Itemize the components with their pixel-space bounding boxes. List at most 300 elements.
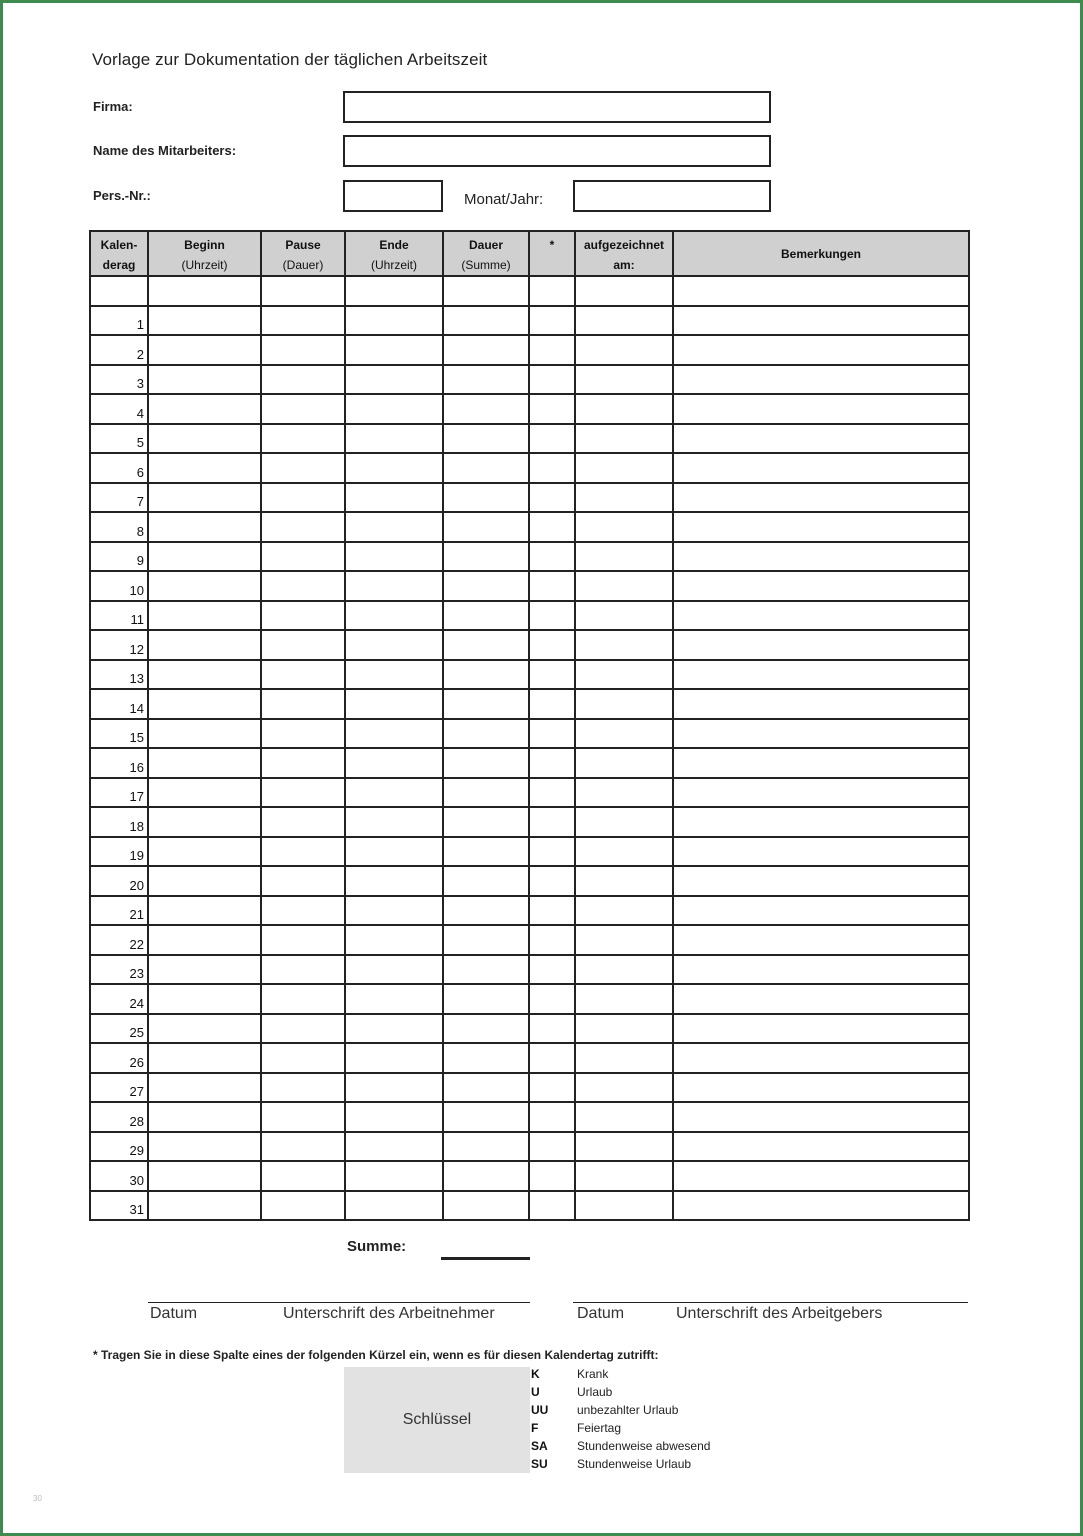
legend-item [531, 1439, 710, 1457]
beginn-cell[interactable] [148, 807, 261, 837]
beginn-cell[interactable] [148, 1102, 261, 1132]
pause-cell[interactable] [261, 512, 345, 542]
kuerzel-cell[interactable] [529, 1161, 575, 1191]
aufgezeichnet-cell[interactable] [575, 276, 673, 306]
col-header-pause: Pause (Dauer) [261, 231, 345, 276]
ende-cell[interactable] [345, 1161, 443, 1191]
aufgezeichnet-cell[interactable] [575, 925, 673, 955]
day-cell: 31 [90, 1191, 148, 1221]
bemerkungen-cell[interactable] [673, 306, 969, 336]
kuerzel-cell[interactable] [529, 306, 575, 336]
day-cell: 7 [90, 483, 148, 513]
dauer-cell[interactable] [443, 837, 529, 867]
aufgezeichnet-cell[interactable] [575, 748, 673, 778]
beginn-cell[interactable] [148, 365, 261, 395]
ende-cell[interactable] [345, 512, 443, 542]
kuerzel-cell[interactable] [529, 1191, 575, 1221]
ende-cell[interactable] [345, 571, 443, 601]
legend-desc: Feiertag [577, 1421, 622, 1435]
day-cell: 29 [90, 1132, 148, 1162]
kuerzel-cell[interactable] [529, 1132, 575, 1162]
ende-cell[interactable] [345, 807, 443, 837]
kuerzel-cell[interactable] [529, 601, 575, 631]
ende-cell[interactable] [345, 748, 443, 778]
kuerzel-cell[interactable] [529, 807, 575, 837]
pause-cell[interactable] [261, 571, 345, 601]
aufgezeichnet-cell[interactable] [575, 984, 673, 1014]
dauer-cell[interactable] [443, 689, 529, 719]
kuerzel-cell[interactable] [529, 276, 575, 306]
ende-cell[interactable] [345, 984, 443, 1014]
aufgezeichnet-cell[interactable] [575, 483, 673, 513]
kuerzel-cell[interactable] [529, 719, 575, 749]
dauer-cell[interactable] [443, 394, 529, 424]
ende-cell[interactable] [345, 394, 443, 424]
ende-cell[interactable] [345, 630, 443, 660]
legend-code: SU [531, 1457, 548, 1471]
beginn-cell[interactable] [148, 335, 261, 365]
dauer-cell[interactable] [443, 1191, 529, 1221]
table-row [90, 925, 969, 955]
kuerzel-cell[interactable] [529, 896, 575, 926]
bemerkungen-cell[interactable] [673, 807, 969, 837]
bemerkungen-cell[interactable] [673, 630, 969, 660]
firma-field[interactable] [343, 91, 771, 123]
kuerzel-cell[interactable] [529, 1014, 575, 1044]
dauer-cell[interactable] [443, 955, 529, 985]
dauer-cell[interactable] [443, 1102, 529, 1132]
dauer-cell[interactable] [443, 630, 529, 660]
dauer-cell[interactable] [443, 778, 529, 808]
pause-cell[interactable] [261, 1132, 345, 1162]
ende-cell[interactable] [345, 483, 443, 513]
dauer-cell[interactable] [443, 1043, 529, 1073]
time-table [89, 230, 970, 1221]
ende-cell[interactable] [345, 1073, 443, 1103]
pause-cell[interactable] [261, 335, 345, 365]
kuerzel-cell[interactable] [529, 542, 575, 572]
bemerkungen-cell[interactable] [673, 719, 969, 749]
beginn-cell[interactable] [148, 1161, 261, 1191]
bemerkungen-cell[interactable] [673, 837, 969, 867]
table-row [90, 837, 969, 867]
day-cell: 27 [90, 1073, 148, 1103]
aufgezeichnet-cell[interactable] [575, 630, 673, 660]
table-row [90, 335, 969, 365]
day-cell: 23 [90, 955, 148, 985]
beginn-cell[interactable] [148, 276, 261, 306]
dauer-cell[interactable] [443, 660, 529, 690]
ende-cell[interactable] [345, 896, 443, 926]
dauer-cell[interactable] [443, 1161, 529, 1191]
aufgezeichnet-cell[interactable] [575, 896, 673, 926]
monat-jahr-field[interactable] [573, 180, 771, 212]
col-header-aufgezeichnet: aufgezeichnet am: [575, 231, 673, 276]
ende-cell[interactable] [345, 306, 443, 336]
kuerzel-cell[interactable] [529, 955, 575, 985]
ende-cell[interactable] [345, 1102, 443, 1132]
table-row [90, 276, 969, 306]
aufgezeichnet-cell[interactable] [575, 1161, 673, 1191]
day-cell: 6 [90, 453, 148, 483]
beginn-cell[interactable] [148, 955, 261, 985]
beginn-cell[interactable] [148, 778, 261, 808]
beginn-cell[interactable] [148, 660, 261, 690]
dauer-cell[interactable] [443, 1014, 529, 1044]
legend-desc: Stundenweise abwesend [577, 1439, 711, 1453]
dauer-cell[interactable] [443, 453, 529, 483]
legend [531, 1367, 710, 1475]
aufgezeichnet-cell[interactable] [575, 601, 673, 631]
ende-cell[interactable] [345, 365, 443, 395]
table-row [90, 689, 969, 719]
bemerkungen-cell[interactable] [673, 424, 969, 454]
pause-cell[interactable] [261, 689, 345, 719]
day-cell [90, 276, 148, 306]
beginn-cell[interactable] [148, 925, 261, 955]
table-row [90, 306, 969, 336]
pause-cell[interactable] [261, 1161, 345, 1191]
table-row [90, 1161, 969, 1191]
aufgezeichnet-cell[interactable] [575, 1102, 673, 1132]
dauer-cell[interactable] [443, 424, 529, 454]
legend-desc: Krank [577, 1367, 609, 1381]
pause-cell[interactable] [261, 748, 345, 778]
aufgezeichnet-cell[interactable] [575, 689, 673, 719]
ende-cell[interactable] [345, 542, 443, 572]
day-cell: 20 [90, 866, 148, 896]
aufgezeichnet-cell[interactable] [575, 394, 673, 424]
day-cell: 11 [90, 601, 148, 631]
bemerkungen-cell[interactable] [673, 660, 969, 690]
pause-cell[interactable] [261, 660, 345, 690]
dauer-cell[interactable] [443, 276, 529, 306]
beginn-cell[interactable] [148, 1043, 261, 1073]
beginn-cell[interactable] [148, 630, 261, 660]
aufgezeichnet-cell[interactable] [575, 512, 673, 542]
dauer-cell[interactable] [443, 601, 529, 631]
bemerkungen-cell[interactable] [673, 453, 969, 483]
dauer-cell[interactable] [443, 306, 529, 336]
aufgezeichnet-cell[interactable] [575, 1191, 673, 1221]
bemerkungen-cell[interactable] [673, 689, 969, 719]
pause-cell[interactable] [261, 955, 345, 985]
beginn-cell[interactable] [148, 571, 261, 601]
day-cell: 2 [90, 335, 148, 365]
pause-cell[interactable] [261, 896, 345, 926]
pers-nr-field[interactable] [343, 180, 443, 212]
pause-cell[interactable] [261, 1043, 345, 1073]
day-cell: 9 [90, 542, 148, 572]
pause-cell[interactable] [261, 394, 345, 424]
summe-line[interactable] [441, 1257, 530, 1260]
day-cell: 12 [90, 630, 148, 660]
bemerkungen-cell[interactable] [673, 896, 969, 926]
bemerkungen-cell[interactable] [673, 276, 969, 306]
day-cell: 28 [90, 1102, 148, 1132]
beginn-cell[interactable] [148, 1073, 261, 1103]
kuerzel-cell[interactable] [529, 660, 575, 690]
table-row [90, 483, 969, 513]
table-row [90, 1073, 969, 1103]
summe-label: Summe: [347, 1238, 407, 1255]
dauer-cell[interactable] [443, 925, 529, 955]
bemerkungen-cell[interactable] [673, 1073, 969, 1103]
table-row [90, 453, 969, 483]
aufgezeichnet-cell[interactable] [575, 306, 673, 336]
pause-cell[interactable] [261, 925, 345, 955]
beginn-cell[interactable] [148, 748, 261, 778]
legend-desc: unbezahlter Urlaub [577, 1403, 679, 1417]
aufgezeichnet-cell[interactable] [575, 719, 673, 749]
pause-cell[interactable] [261, 424, 345, 454]
day-cell: 8 [90, 512, 148, 542]
kuerzel-cell[interactable] [529, 512, 575, 542]
pause-cell[interactable] [261, 630, 345, 660]
dauer-cell[interactable] [443, 512, 529, 542]
beginn-cell[interactable] [148, 1014, 261, 1044]
dauer-cell[interactable] [443, 1132, 529, 1162]
beginn-cell[interactable] [148, 601, 261, 631]
bemerkungen-cell[interactable] [673, 1161, 969, 1191]
dauer-cell[interactable] [443, 807, 529, 837]
pause-cell[interactable] [261, 306, 345, 336]
beginn-cell[interactable] [148, 837, 261, 867]
legend-code: K [531, 1367, 540, 1381]
signature-line-arbeitnehmer[interactable] [148, 1302, 530, 1303]
kuerzel-cell[interactable] [529, 630, 575, 660]
beginn-cell[interactable] [148, 719, 261, 749]
bemerkungen-cell[interactable] [673, 335, 969, 365]
bemerkungen-cell[interactable] [673, 1102, 969, 1132]
dauer-cell[interactable] [443, 365, 529, 395]
pause-cell[interactable] [261, 483, 345, 513]
bemerkungen-cell[interactable] [673, 512, 969, 542]
pause-cell[interactable] [261, 807, 345, 837]
dauer-cell[interactable] [443, 866, 529, 896]
ende-cell[interactable] [345, 925, 443, 955]
ende-cell[interactable] [345, 660, 443, 690]
bemerkungen-cell[interactable] [673, 1014, 969, 1044]
pause-cell[interactable] [261, 1191, 345, 1221]
col-header-kalendertag: Kalen- derag [90, 231, 148, 276]
bemerkungen-cell[interactable] [673, 925, 969, 955]
legend-code: F [531, 1421, 539, 1435]
kuerzel-cell[interactable] [529, 571, 575, 601]
datum-label-right: Datum [577, 1305, 625, 1322]
aufgezeichnet-cell[interactable] [575, 1132, 673, 1162]
beginn-cell[interactable] [148, 512, 261, 542]
signature-label-arbeitgeber: Unterschrift des Arbeitgebers [676, 1305, 883, 1322]
day-cell: 4 [90, 394, 148, 424]
aufgezeichnet-cell[interactable] [575, 542, 673, 572]
dauer-cell[interactable] [443, 1073, 529, 1103]
kuerzel-cell[interactable] [529, 365, 575, 395]
ende-cell[interactable] [345, 1191, 443, 1221]
pause-cell[interactable] [261, 276, 345, 306]
ende-cell[interactable] [345, 1014, 443, 1044]
aufgezeichnet-cell[interactable] [575, 955, 673, 985]
table-row [90, 719, 969, 749]
table-row [90, 365, 969, 395]
beginn-cell[interactable] [148, 1191, 261, 1221]
dauer-cell[interactable] [443, 719, 529, 749]
pause-cell[interactable] [261, 866, 345, 896]
ende-cell[interactable] [345, 276, 443, 306]
pause-cell[interactable] [261, 778, 345, 808]
name-field[interactable] [343, 135, 771, 167]
ende-cell[interactable] [345, 424, 443, 454]
table-row [90, 394, 969, 424]
table-row [90, 1132, 969, 1162]
ende-cell[interactable] [345, 955, 443, 985]
day-cell: 26 [90, 1043, 148, 1073]
kuerzel-cell[interactable] [529, 837, 575, 867]
pause-cell[interactable] [261, 453, 345, 483]
pause-cell[interactable] [261, 1102, 345, 1132]
kuerzel-cell[interactable] [529, 335, 575, 365]
day-cell: 10 [90, 571, 148, 601]
beginn-cell[interactable] [148, 483, 261, 513]
dauer-cell[interactable] [443, 542, 529, 572]
col-header-dauer: Dauer (Summe) [443, 231, 529, 276]
bemerkungen-cell[interactable] [673, 1132, 969, 1162]
ende-cell[interactable] [345, 335, 443, 365]
aufgezeichnet-cell[interactable] [575, 837, 673, 867]
beginn-cell[interactable] [148, 896, 261, 926]
ende-cell[interactable] [345, 1132, 443, 1162]
legend-desc: Urlaub [577, 1385, 613, 1399]
day-cell: 16 [90, 748, 148, 778]
kuerzel-cell[interactable] [529, 453, 575, 483]
ende-cell[interactable] [345, 1043, 443, 1073]
aufgezeichnet-cell[interactable] [575, 424, 673, 454]
pause-cell[interactable] [261, 984, 345, 1014]
bemerkungen-cell[interactable] [673, 748, 969, 778]
dauer-cell[interactable] [443, 896, 529, 926]
ende-cell[interactable] [345, 866, 443, 896]
aufgezeichnet-cell[interactable] [575, 365, 673, 395]
day-cell: 21 [90, 896, 148, 926]
kuerzel-cell[interactable] [529, 984, 575, 1014]
beginn-cell[interactable] [148, 689, 261, 719]
table-row [90, 807, 969, 837]
bemerkungen-cell[interactable] [673, 601, 969, 631]
bemerkungen-cell[interactable] [673, 365, 969, 395]
beginn-cell[interactable] [148, 542, 261, 572]
aufgezeichnet-cell[interactable] [575, 335, 673, 365]
legend-item [531, 1403, 710, 1421]
ende-cell[interactable] [345, 837, 443, 867]
signature-line-arbeitgeber[interactable] [573, 1302, 968, 1303]
name-label: Name des Mitarbeiters: [93, 143, 237, 158]
bemerkungen-cell[interactable] [673, 571, 969, 601]
beginn-cell[interactable] [148, 1132, 261, 1162]
aufgezeichnet-cell[interactable] [575, 1043, 673, 1073]
aufgezeichnet-cell[interactable] [575, 1014, 673, 1044]
table-row [90, 896, 969, 926]
ende-cell[interactable] [345, 689, 443, 719]
bemerkungen-cell[interactable] [673, 483, 969, 513]
kuerzel-cell[interactable] [529, 778, 575, 808]
bemerkungen-cell[interactable] [673, 955, 969, 985]
beginn-cell[interactable] [148, 394, 261, 424]
pause-cell[interactable] [261, 365, 345, 395]
beginn-cell[interactable] [148, 984, 261, 1014]
beginn-cell[interactable] [148, 866, 261, 896]
day-cell: 1 [90, 306, 148, 336]
kuerzel-cell[interactable] [529, 925, 575, 955]
kuerzel-cell[interactable] [529, 483, 575, 513]
aufgezeichnet-cell[interactable] [575, 866, 673, 896]
bemerkungen-cell[interactable] [673, 1191, 969, 1221]
beginn-cell[interactable] [148, 306, 261, 336]
bemerkungen-cell[interactable] [673, 542, 969, 572]
ende-cell[interactable] [345, 453, 443, 483]
table-row [90, 542, 969, 572]
bemerkungen-cell[interactable] [673, 984, 969, 1014]
ende-cell[interactable] [345, 778, 443, 808]
aufgezeichnet-cell[interactable] [575, 571, 673, 601]
col-header-beginn: Beginn (Uhrzeit) [148, 231, 261, 276]
bemerkungen-cell[interactable] [673, 394, 969, 424]
dauer-cell[interactable] [443, 335, 529, 365]
aufgezeichnet-cell[interactable] [575, 453, 673, 483]
table-row [90, 1191, 969, 1221]
kuerzel-cell[interactable] [529, 424, 575, 454]
pause-cell[interactable] [261, 719, 345, 749]
pause-cell[interactable] [261, 542, 345, 572]
aufgezeichnet-cell[interactable] [575, 778, 673, 808]
kuerzel-cell[interactable] [529, 1073, 575, 1103]
day-cell: 18 [90, 807, 148, 837]
pause-cell[interactable] [261, 837, 345, 867]
legend-item [531, 1367, 710, 1385]
pause-cell[interactable] [261, 601, 345, 631]
bemerkungen-cell[interactable] [673, 866, 969, 896]
table-row [90, 866, 969, 896]
bemerkungen-cell[interactable] [673, 1043, 969, 1073]
aufgezeichnet-cell[interactable] [575, 807, 673, 837]
ende-cell[interactable] [345, 601, 443, 631]
beginn-cell[interactable] [148, 424, 261, 454]
aufgezeichnet-cell[interactable] [575, 660, 673, 690]
table-row [90, 571, 969, 601]
day-cell: 13 [90, 660, 148, 690]
ende-cell[interactable] [345, 719, 443, 749]
kuerzel-cell[interactable] [529, 689, 575, 719]
kuerzel-cell[interactable] [529, 1102, 575, 1132]
kuerzel-cell[interactable] [529, 748, 575, 778]
kuerzel-cell[interactable] [529, 394, 575, 424]
pause-cell[interactable] [261, 1073, 345, 1103]
bemerkungen-cell[interactable] [673, 778, 969, 808]
day-cell: 3 [90, 365, 148, 395]
legend-code: SA [531, 1439, 548, 1453]
aufgezeichnet-cell[interactable] [575, 1073, 673, 1103]
table-row [90, 424, 969, 454]
pause-cell[interactable] [261, 1014, 345, 1044]
kuerzel-cell[interactable] [529, 1043, 575, 1073]
dauer-cell[interactable] [443, 483, 529, 513]
dauer-cell[interactable] [443, 984, 529, 1014]
day-cell: 17 [90, 778, 148, 808]
beginn-cell[interactable] [148, 453, 261, 483]
kuerzel-cell[interactable] [529, 866, 575, 896]
dauer-cell[interactable] [443, 571, 529, 601]
dauer-cell[interactable] [443, 748, 529, 778]
table-header-row [90, 231, 969, 276]
